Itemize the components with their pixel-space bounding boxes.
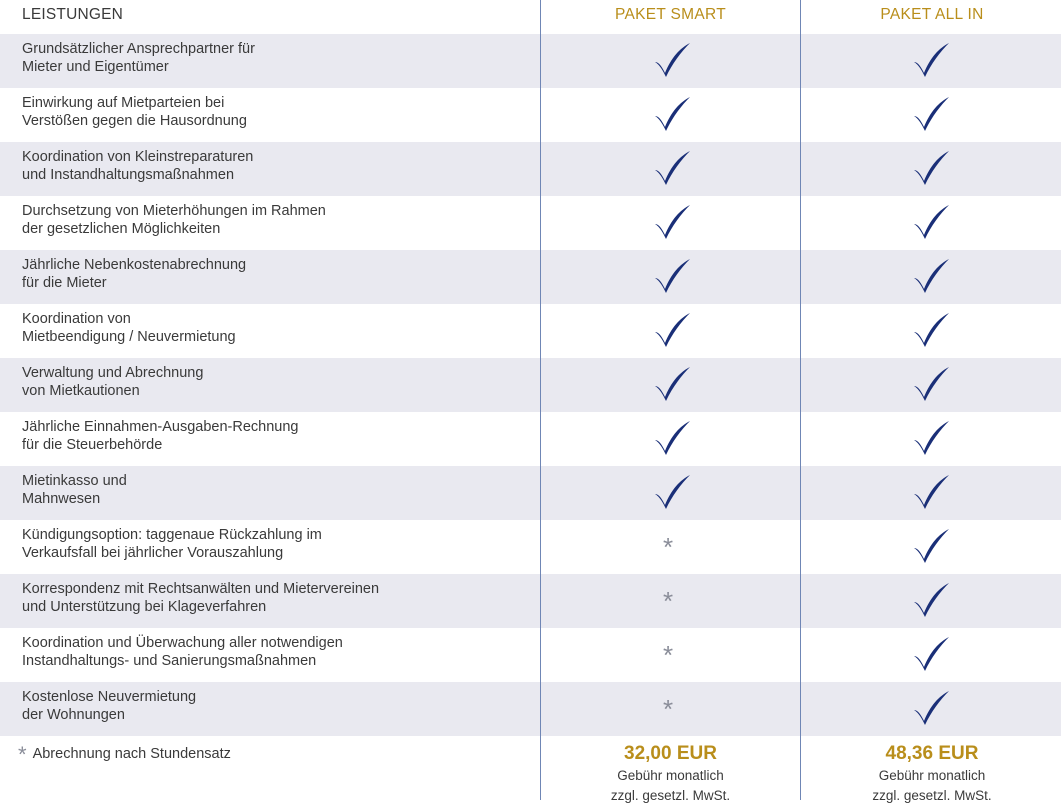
header-paket-smart: PAKET SMART: [615, 6, 726, 23]
table-row: [0, 88, 1061, 142]
price-all-in-note-2: zzgl. gesetzl. MwSt.: [872, 788, 992, 803]
check-icon: [910, 94, 952, 134]
check-icon: [910, 40, 952, 80]
table-row: [0, 34, 1061, 88]
price-block-smart: [540, 742, 801, 806]
price-smart-note-2: zzgl. gesetzl. MwSt.: [610, 788, 731, 803]
check-icon: [651, 40, 693, 80]
check-icon: [651, 256, 693, 296]
table-row: [0, 196, 1061, 250]
table-row: [0, 250, 1061, 304]
row-label: Kündigungsoption: taggenaue Rückzahlung im Verkaufsfall bei jährlicher Vorauszahlung: [22, 527, 322, 561]
asterisk-icon: *: [662, 532, 674, 562]
check-icon: [910, 364, 952, 404]
check-icon: [651, 472, 693, 512]
check-icon: [651, 202, 693, 242]
asterisk-icon: *: [662, 694, 674, 724]
asterisk-icon: *: [662, 586, 674, 616]
check-icon: [910, 202, 952, 242]
row-label: Mietinkasso und Mahnwesen: [22, 473, 127, 507]
table-row: [0, 412, 1061, 466]
table-rows: [0, 34, 1061, 736]
table-row: [0, 520, 1061, 574]
column-divider-smart: [540, 0, 541, 800]
table-row: [0, 304, 1061, 358]
footnote-text: Abrechnung nach Stundensatz: [32, 746, 231, 762]
row-label: Koordination von Kleinstreparaturen und Instandhaltungsmaßnahmen: [22, 149, 254, 183]
table-row: [0, 466, 1061, 520]
asterisk-icon: *: [662, 640, 674, 670]
row-label: Koordination und Überwachung aller notwendigen Instandhaltungs- und Sanierungsmaßnahmen: [22, 635, 343, 669]
header-paket-all-in: PAKET ALL IN: [880, 6, 984, 23]
asterisk-icon: *: [18, 742, 27, 767]
table-row: [0, 574, 1061, 628]
check-icon: [910, 148, 952, 188]
check-icon: [910, 256, 952, 296]
header-label: LEISTUNGEN: [22, 6, 124, 23]
price-all-in-note-1: Gebühr monatlich: [878, 768, 986, 783]
row-label: Jährliche Nebenkostenabrechnung für die Mieter: [22, 257, 247, 291]
check-icon: [910, 580, 952, 620]
row-label: Korrespondenz mit Rechtsanwälten und Mietervereinen und Unterstützung bei Klageverfahren: [22, 581, 380, 615]
check-icon: [651, 148, 693, 188]
column-divider-all-in: [800, 0, 801, 800]
row-label: Verwaltung und Abrechnung von Mietkautionen: [22, 365, 204, 399]
check-icon: [910, 634, 952, 674]
table-row: [0, 142, 1061, 196]
price-smart-note-1: Gebühr monatlich: [617, 768, 724, 783]
row-label: Einwirkung auf Mietparteien bei Verstößen gegen die Hausordnung: [22, 95, 247, 129]
check-icon: [910, 688, 952, 728]
footnote: [18, 742, 231, 768]
price-smart: 32,00 EUR: [624, 743, 717, 764]
check-icon: [651, 94, 693, 134]
check-icon: [910, 310, 952, 350]
row-label: Kostenlose Neuvermietung der Wohnungen: [22, 689, 197, 723]
check-icon: [651, 310, 693, 350]
row-label: Durchsetzung von Mieterhöhungen im Rahmen der gesetzlichen Möglichkeiten: [22, 203, 326, 237]
price-all-in: 48,36 EUR: [885, 743, 979, 764]
check-icon: [910, 472, 952, 512]
row-label: Koordination von Mietbeendigung / Neuvermietung: [22, 311, 236, 345]
price-block-all-in: [801, 742, 1063, 806]
check-icon: [910, 526, 952, 566]
row-label: Jährliche Einnahmen-Ausgaben-Rechnung für die Steuerbehörde: [22, 419, 299, 453]
table-row: [0, 358, 1061, 412]
row-label: Grundsätzlicher Ansprechpartner für Mieter und Eigentümer: [22, 41, 255, 75]
check-icon: [910, 418, 952, 458]
table-row: [0, 682, 1061, 736]
check-icon: [651, 418, 693, 458]
check-icon: [651, 364, 693, 404]
table-row: [0, 628, 1061, 682]
table-header: [0, 0, 1063, 34]
